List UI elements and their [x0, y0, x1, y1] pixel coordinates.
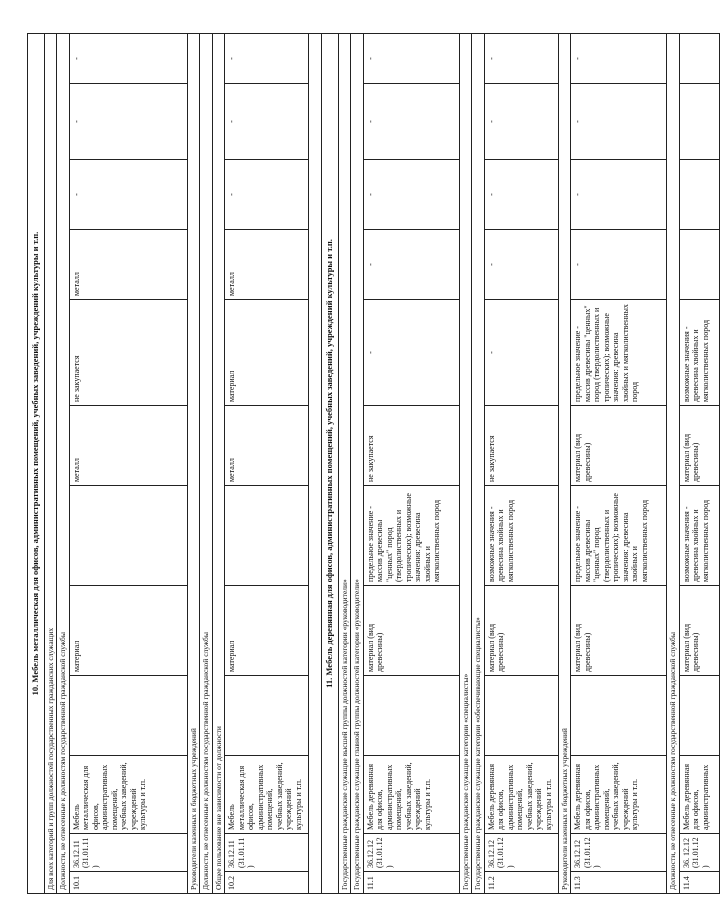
category-row [200, 34, 213, 894]
dash-cell: - [225, 84, 309, 160]
local-value: металл [225, 230, 309, 300]
dash-cell: - [69, 34, 187, 84]
section-heading-row [28, 34, 45, 894]
local-value: предельное значение - массив древесины "ценных" пород (твердолиственных и тропических); возможные значения: древесина хвойных и мягколиственных пород [571, 300, 667, 406]
okpd-code: 36.12.12 (31.01.12) [363, 834, 459, 872]
table-row [225, 34, 309, 894]
dash-cell: - [363, 160, 459, 230]
row-number: 11.3 [571, 872, 667, 894]
gap-row [309, 34, 322, 894]
dash-cell: - [69, 84, 187, 160]
federal-value: не закупается [484, 406, 558, 486]
federal-value: не закупается [363, 406, 459, 486]
dash-cell: - [484, 300, 558, 406]
item-name: Мебель деревянная для офисов, административных помещений, учебных заведений, учреждений культуры и т.п. [484, 756, 558, 834]
category-row [558, 34, 571, 894]
category-row [57, 34, 70, 894]
local-value: металл [69, 230, 187, 300]
dash-cell: - [225, 34, 309, 84]
okpd-code: 36.12.11 (31.01.11) [225, 834, 309, 872]
dash-cell: - [363, 230, 459, 300]
category-label: Государственные гражданские служащие категории «обеспечивающие специалисты» [472, 34, 485, 894]
table-row [571, 34, 667, 894]
dash-cell: - [363, 84, 459, 160]
dash-cell: - [571, 230, 667, 300]
empty-cell [679, 160, 719, 230]
table-row [69, 34, 187, 894]
category-row [44, 34, 57, 894]
item-name: Мебель металлическая для офисов, административных помещений, учебных заведений, учреждений культуры и т.п. [69, 756, 187, 834]
empty-cell [484, 676, 558, 756]
requirement-value: металл [225, 406, 309, 486]
federal-value: материал [225, 300, 309, 406]
category-label: Руководители казенных и бюджетных учреждений [187, 34, 200, 894]
rotated-table-container [27, 34, 710, 894]
requirement-value: металл [69, 406, 187, 486]
category-label: Государственные гражданские служащие главной группы должностей категории «руководители» [351, 34, 364, 894]
empty-cell [679, 676, 719, 756]
okpd-code: 36.12.12 (31.01.12) [571, 834, 667, 872]
empty-cell [363, 676, 459, 756]
empty-cell [69, 486, 187, 586]
characteristic: материал (вид древесины) [484, 586, 558, 676]
category-row [351, 34, 364, 894]
category-row [338, 34, 351, 894]
federal-value: не закупается [69, 300, 187, 406]
empty-cell [69, 676, 187, 756]
table-row [363, 34, 459, 894]
row-number: 11.2 [484, 872, 558, 894]
category-row [472, 34, 485, 894]
okpd-code: 36.12.11 (31.01.11) [69, 834, 187, 872]
empty-cell [679, 84, 719, 160]
row-number: 11.4 [679, 872, 719, 894]
row-number: 10.1 [69, 872, 187, 894]
section-10-title: 10. Мебель металлическая для офисов, административных помещений, учебных заведений, учреждений культуры и т.п. [28, 34, 45, 894]
characteristic: материал (вид древесины) [571, 586, 667, 676]
dash-cell: - [225, 160, 309, 230]
category-row [212, 34, 225, 894]
item-name: Мебель деревянная для офисов, административных [679, 756, 719, 834]
okpd-code: 36.12.12 (31.01.12) [484, 834, 558, 872]
requirement-value: возможные значения - древесина хвойных и мягколиственных пород [679, 486, 719, 586]
category-label: Должности, не отнесенные к должностям государственной гражданской службы [200, 34, 213, 894]
dash-cell: - [571, 84, 667, 160]
category-row [187, 34, 200, 894]
empty-cell [225, 486, 309, 586]
row-number: 11.1 [363, 872, 459, 894]
dash-cell: - [484, 160, 558, 230]
dash-cell: - [69, 160, 187, 230]
category-row [459, 34, 472, 894]
category-label: Должности, не отнесенные к должностям государственной гражданской службы [57, 34, 70, 894]
federal-value: материал (вид древесины) [571, 406, 667, 486]
dash-cell: - [363, 300, 459, 406]
dash-cell: - [484, 230, 558, 300]
section-heading-row [322, 34, 339, 894]
dash-cell: - [571, 34, 667, 84]
requirement-value: предельное значение - массив древесины "ценных" пород (твердолиственных и тропических); возможные значения: древесина хвойных и мягколиственных пород [363, 486, 459, 586]
characteristic: материал [225, 586, 309, 676]
characteristic: материал (вид древесины) [679, 586, 719, 676]
category-label: Государственные гражданские служащие высшей группы должностей категории «руководители» [338, 34, 351, 894]
local-value: возможные значения - древесина хвойных и мягколиственных пород [679, 300, 719, 406]
section-11-title: 11. Мебель деревянная для офисов, административных помещений, учебных заведений, учреждений культуры и т.п. [322, 34, 339, 894]
item-name: Мебель деревянная для офисов, административных помещений, учебных заведений, учреждений культуры и т.п. [571, 756, 667, 834]
category-label: Общее пользование вне зависимости от должности [212, 34, 225, 894]
item-name: Мебель металлическая для офисов, административных помещений, учебных заведений, учреждений культуры и т.п. [225, 756, 309, 834]
category-label: Руководители казенных и бюджетных учреждений [558, 34, 571, 894]
dash-cell: - [484, 84, 558, 160]
category-row [667, 34, 680, 894]
table-row [484, 34, 558, 894]
federal-value: материал (вид древесины) [679, 406, 719, 486]
empty-cell [679, 230, 719, 300]
table-row [679, 34, 719, 894]
characteristic: материал (вид древесины) [363, 586, 459, 676]
dash-cell: - [571, 160, 667, 230]
okpd-code: 36. 12.12 (31.01.12) [679, 834, 719, 872]
empty-cell [571, 676, 667, 756]
item-name: Мебель деревянная для офисов, административных помещений, учебных заведений, учреждений культуры и т.п. [363, 756, 459, 834]
dash-cell: - [484, 34, 558, 84]
gap-cell [309, 34, 322, 894]
dash-cell: - [363, 34, 459, 84]
characteristic: материал [69, 586, 187, 676]
requirement-value: предельное значение - массив древесины "ценных" пород (твердолиственных и тропических); возможные значения: древесина хвойных и мягколиственных пород [571, 486, 667, 586]
category-label: Государственные гражданские служащие категории «специалисты» [459, 34, 472, 894]
requirement-value: возможные значения - древесина хвойных и мягколиственных пород [484, 486, 558, 586]
empty-cell [225, 676, 309, 756]
requirements-table [27, 33, 720, 894]
category-label: Для всех категорий и групп должностей государственных гражданских служащих [44, 34, 57, 894]
empty-cell [679, 34, 719, 84]
category-label: Должности, не отнесенные к должностям государственной гражданской службы [667, 34, 680, 894]
row-number: 10.2 [225, 872, 309, 894]
